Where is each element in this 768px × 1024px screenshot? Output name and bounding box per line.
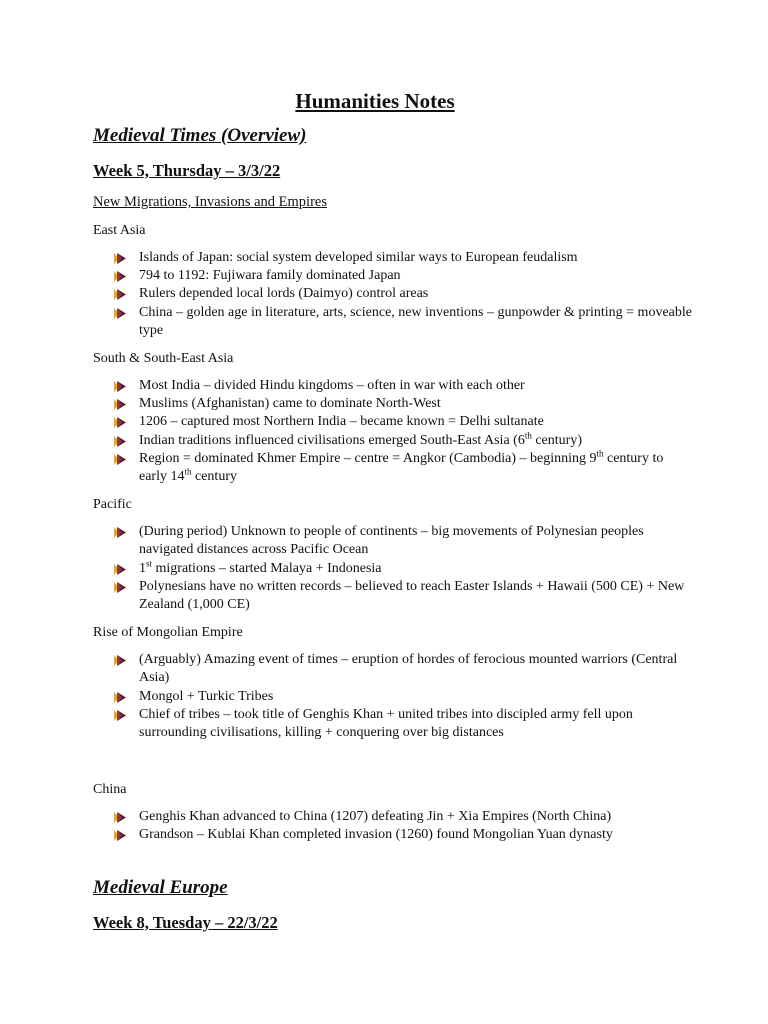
- arrow-bullet-icon: [114, 582, 126, 593]
- list-item: Muslims (Afghanistan) came to dominate North-West: [93, 395, 693, 413]
- list-item: Mongol + Turkic Tribes: [93, 688, 693, 706]
- section-heading-medieval-europe: Medieval Europe: [93, 876, 228, 898]
- arrow-bullet-icon: [114, 527, 126, 538]
- list-item: Region = dominated Khmer Empire – centre = Angkor (Cambodia) – beginning 9th century to early 14th century: [93, 450, 693, 486]
- arrow-bullet-icon: [114, 655, 126, 666]
- arrow-bullet-icon: [114, 436, 126, 447]
- document-title: Humanities Notes: [295, 89, 455, 113]
- arrow-bullet-icon: [114, 692, 126, 703]
- list-item: 794 to 1192: Fujiwara family dominated Japan: [93, 267, 693, 285]
- arrow-bullet-icon: [114, 381, 126, 392]
- list-item: Chief of tribes – took title of Genghis Khan + united tribes into discipled army fell upon surrounding civilisations, killing + conquering over big distances: [93, 706, 693, 742]
- list-item: Islands of Japan: social system developed similar ways to European feudalism: [93, 249, 693, 267]
- list-item: (Arguably) Amazing event of times – eruption of hordes of ferocious mounted warriors (Central Asia): [93, 651, 693, 687]
- region-label-mongolian-empire: Rise of Mongolian Empire: [93, 625, 243, 641]
- list-item: China – golden age in literature, arts, science, new inventions – gunpowder & printing = moveable type: [93, 304, 693, 340]
- week-heading-week5: Week 5, Thursday – 3/3/22: [93, 161, 281, 180]
- list-item: Genghis Khan advanced to China (1207) defeating Jin + Xia Empires (North China): [93, 808, 693, 826]
- arrow-bullet-icon: [114, 564, 126, 575]
- arrow-bullet-icon: [114, 289, 126, 300]
- east-asia-list: [93, 249, 693, 340]
- arrow-bullet-icon: [114, 812, 126, 823]
- arrow-bullet-icon: [114, 417, 126, 428]
- arrow-bullet-icon: [114, 253, 126, 264]
- china-list: [93, 808, 693, 844]
- list-item: 1st migrations – started Malaya + Indonesia: [93, 560, 693, 578]
- list-item: Most India – divided Hindu kingdoms – often in war with each other: [93, 377, 693, 395]
- list-item: Rulers depended local lords (Daimyo) control areas: [93, 285, 693, 303]
- list-item: Polynesians have no written records – believed to reach Easter Islands + Hawaii (500 CE) + New Zealand (1,000 CE): [93, 578, 693, 614]
- list-item: Indian traditions influenced civilisations emerged South-East Asia (6th century): [93, 432, 693, 450]
- list-item: Grandson – Kublai Khan completed invasion (1260) found Mongolian Yuan dynasty: [93, 826, 693, 844]
- region-label-south-asia: South & South-East Asia: [93, 351, 234, 367]
- arrow-bullet-icon: [114, 710, 126, 721]
- arrow-bullet-icon: [114, 271, 126, 282]
- document-page: [93, 86, 693, 935]
- arrow-bullet-icon: [114, 399, 126, 410]
- mongolian-list: [93, 651, 693, 742]
- region-label-china: China: [93, 782, 127, 798]
- arrow-bullet-icon: [114, 454, 126, 465]
- pacific-list: [93, 523, 693, 614]
- section-heading-medieval-times: Medieval Times (Overview): [93, 125, 307, 146]
- topic-heading-migrations: New Migrations, Invasions and Empires: [93, 194, 327, 210]
- south-asia-list: [93, 377, 693, 486]
- region-label-east-asia: East Asia: [93, 223, 146, 238]
- arrow-bullet-icon: [114, 830, 126, 841]
- list-item: (During period) Unknown to people of continents – big movements of Polynesian peoples navigated distances across Pacific Ocean: [93, 523, 693, 559]
- week-heading-week8: Week 8, Tuesday – 22/3/22: [93, 912, 278, 932]
- list-item: 1206 – captured most Northern India – became known = Delhi sultanate: [93, 413, 693, 431]
- region-label-pacific: Pacific: [93, 497, 132, 513]
- arrow-bullet-icon: [114, 308, 126, 319]
